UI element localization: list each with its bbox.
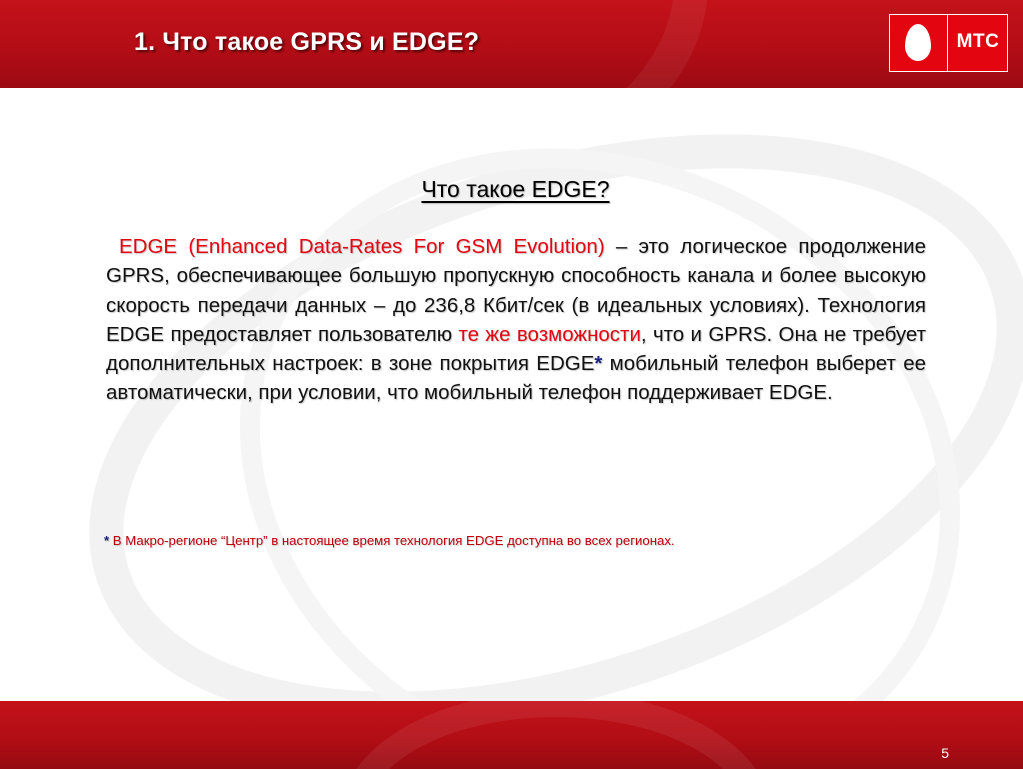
- section-subtitle: [0, 176, 1023, 203]
- edge-definition-term: EDGE (Enhanced Data-Rates For GSM Evolution): [119, 235, 605, 258]
- footnote-marker: *: [594, 352, 603, 376]
- egg-icon: [905, 24, 931, 61]
- body-text-part: – это логическое продолжение GPRS, обеспечивающее большую пропускную способность канала и более высокую скорость передачи данных – до 236,8 Кбит/сек (в идеальных условиях). Технология EDGE предоставляет пользователю: [106, 235, 926, 346]
- footer-bar: [0, 701, 1023, 769]
- mts-logo: [889, 14, 1008, 72]
- body-paragraph: [106, 232, 926, 408]
- page-number: 5: [941, 745, 949, 761]
- same-capabilities-highlight: те же возможности: [458, 322, 641, 346]
- footnote-star: *: [104, 533, 110, 548]
- slide-title: 1. Что такое GPRS и EDGE?: [134, 28, 480, 56]
- body-text-part: , что и GPRS. Она не требует дополнительных настроек: в зоне покрытия EDGE: [106, 322, 927, 376]
- logo-text: МТС: [956, 31, 1000, 52]
- subtitle-text: Что такое EDGE?: [421, 176, 610, 202]
- footnote-text: В Макро-регионе “Центр” в настоящее время технология EDGE доступна во всех регионах.: [109, 533, 675, 548]
- logo-egg-box: [890, 15, 948, 71]
- footnote: [104, 533, 924, 548]
- header-bar: [0, 0, 1023, 88]
- body-text-part: мобильный телефон выберет ее автоматически, при условии, что мобильный телефон поддерживает EDGE.: [106, 352, 926, 405]
